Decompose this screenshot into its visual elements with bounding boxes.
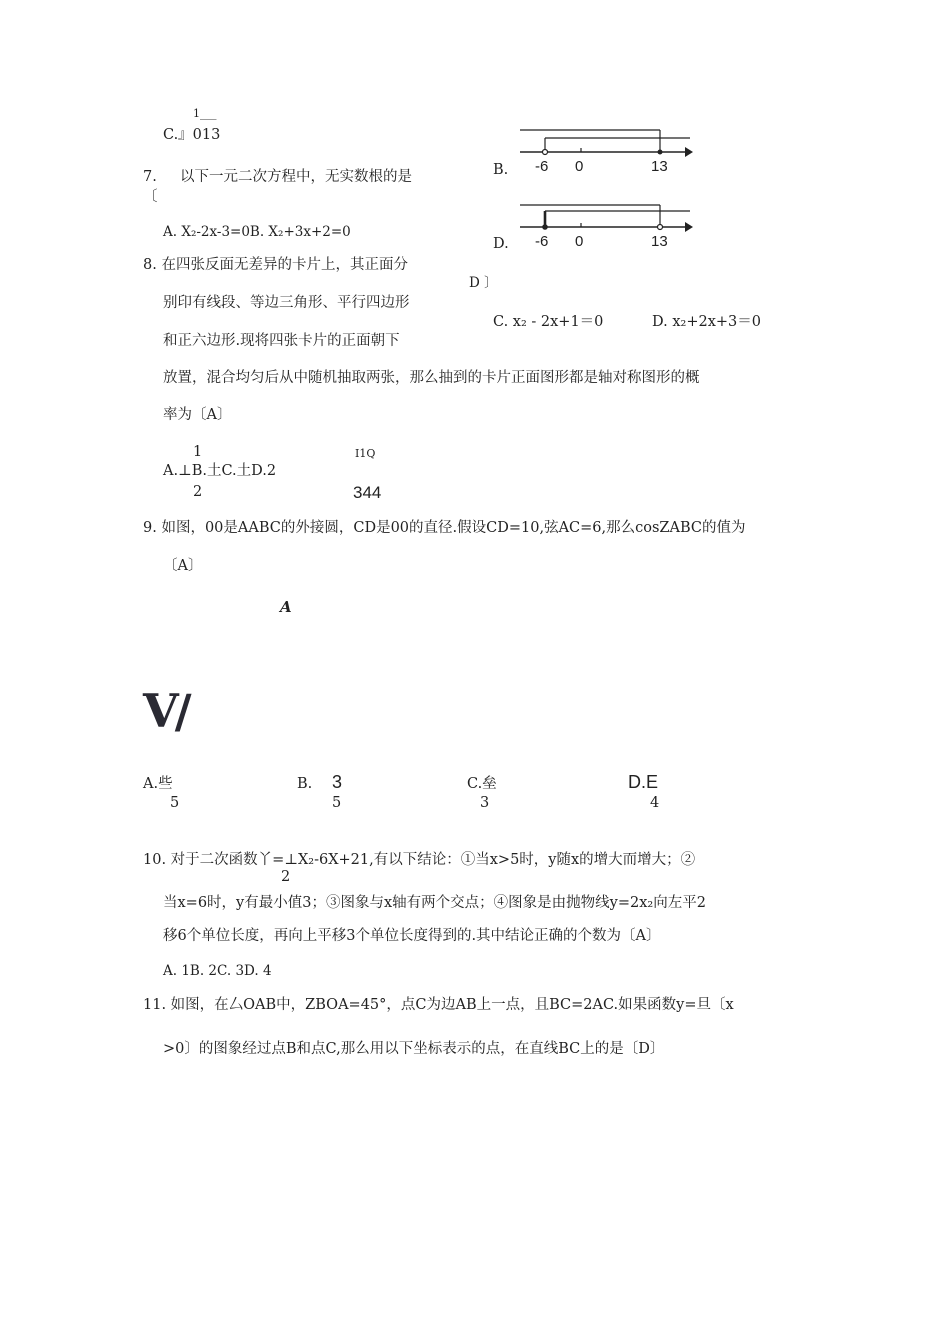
q9-line-2: 〔A〕 xyxy=(163,558,203,574)
q8-line-4: 放置，混合均匀后从中随机抽取两张，那么抽到的卡片正面图形都是轴对称图形的概 xyxy=(163,370,700,386)
q10-frac-den: 2 xyxy=(281,869,291,885)
q8-extra-top: I1Q xyxy=(355,447,376,460)
q7-options-ab: A. X₂-2x-3=0B. X₂+3x+2=0 xyxy=(163,224,351,240)
q9-figure-fragment: V/ xyxy=(143,684,188,738)
q11-line-2: >0〕的图象经过点B和点C,那么用以下坐标表示的点，在直线BC上的是〔D〕 xyxy=(163,1041,665,1057)
q9-figure-label-a: A xyxy=(280,598,292,616)
q7-number: 7. xyxy=(143,169,157,185)
q7-stem: 以下一元二次方程中，无实数根的是 xyxy=(180,169,412,185)
q6-numberline-b xyxy=(515,120,695,180)
q6-option-b-label: B. xyxy=(493,162,509,178)
q7-option-c: C. x₂ - 2x+1＝0 xyxy=(493,314,604,330)
q8-line-5: 率为〔A〕 xyxy=(163,407,232,423)
q8-frac-top: 1 xyxy=(193,444,203,460)
q9-option-c: C.垒 xyxy=(467,776,497,792)
q10-line-3: 移6个单位长度，再向上平移3个单位长度得到的.其中结论正确的个数为〔A〕 xyxy=(163,928,661,944)
q11-line-1: 11. 如图，在厶OAB中，ZBOA=45°，点C为边AB上一点，且BC=2AC.如果函数y=旦〔x xyxy=(143,997,734,1013)
q8-line-2: 别印有线段、等边三角形、平行四边形 xyxy=(163,295,410,311)
q8-frac-bottom: 2 xyxy=(193,484,203,500)
q9-option-a: A.些 xyxy=(143,776,173,792)
q9-option-d-den: 4 xyxy=(650,795,660,811)
q9-option-b-num: 3 xyxy=(332,772,343,792)
q6-b-tick-neg6: -6 xyxy=(535,158,549,175)
q10-line-2: 当x=6时，y有最小值3；③图象与x轴有两个交点；④图象是由抛物线y=2x₂向左平2 xyxy=(163,895,706,911)
q7-option-d: D. x₂+2x+3＝0 xyxy=(652,314,761,330)
q6-d-tick-neg6: -6 xyxy=(535,233,549,250)
q10-options: A. 1B. 2C. 3D. 4 xyxy=(163,963,272,979)
q9-option-d: D.E xyxy=(628,772,659,792)
q9-option-c-den: 3 xyxy=(480,795,490,811)
q8-line-3: 和正六边形.现将四张卡片的正面朝下 xyxy=(163,333,400,349)
q9-option-b: B. xyxy=(297,776,313,792)
q10-line-1: 10. 对于二次函数丫=⊥X₂-6X+21,有以下结论：①当x>5时，y随x的增大而增大；② xyxy=(143,852,696,868)
q6-d-tick-0: 0 xyxy=(575,233,584,250)
q8-options: A.⊥B.土C.土D.2 xyxy=(163,463,277,479)
q6-numberline-d xyxy=(515,196,695,256)
q9-line-1: 9. 如图，00是AABC的外接圆，CD是00的直径.假设CD=10,弦AC=6,那么cosZABC的值为 xyxy=(143,520,746,536)
q8-line-1: 8. 在四张反面无差异的卡片上，其正面分 xyxy=(143,257,408,273)
q9-option-b-den: 5 xyxy=(332,795,342,811)
q8-extra-bottom: 344 xyxy=(353,483,382,502)
q7-bracket: 〔 xyxy=(143,189,158,205)
q6-option-d-label: D. xyxy=(493,236,509,252)
q6-d-tick-13: 13 xyxy=(651,233,668,250)
q7-answer: D 〕 xyxy=(469,275,498,291)
q6-option-c: C.』013 xyxy=(163,127,221,143)
q9-option-a-den: 5 xyxy=(170,795,180,811)
q6-b-tick-13: 13 xyxy=(651,158,668,175)
q6-b-tick-0: 0 xyxy=(575,158,584,175)
q6-c-superscript: 1___ xyxy=(193,107,217,120)
